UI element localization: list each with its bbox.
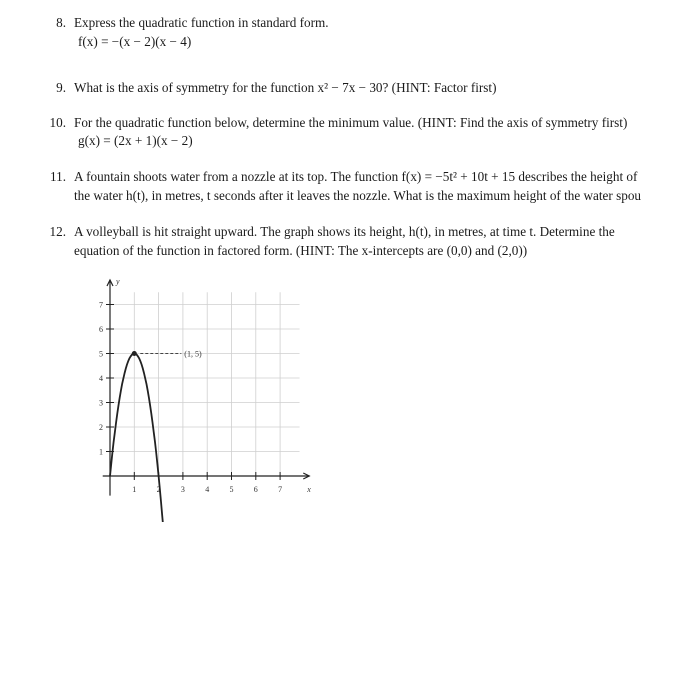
x-tick-label: 6 xyxy=(253,485,258,494)
x-tick-label: 2 xyxy=(156,485,161,494)
question-text: What is the axis of symmetry for the function x² − 7x − 30? (HINT: Factor first) xyxy=(74,80,497,95)
x-tick-label: 1 xyxy=(132,485,137,494)
y-tick-label: 4 xyxy=(99,374,103,383)
vertex-label: (1, 5) xyxy=(184,349,202,359)
question-text: A volleyball is hit straight upward. The graph shows its height, h(t), in metres, at time t. Determine the xyxy=(74,224,615,239)
y-tick-label: 2 xyxy=(99,423,103,432)
question-text-line-2: equation of the function in factored form. (HINT: The x-intercepts are (0,0) and (2,0)) xyxy=(74,243,528,258)
vertex-point xyxy=(132,351,137,356)
question-number: 10. xyxy=(49,115,66,130)
question-text: Express the quadratic function in standard form. xyxy=(74,15,329,30)
question-number: 8. xyxy=(56,15,66,30)
parabola-curve xyxy=(110,354,164,523)
y-tick-label: 1 xyxy=(99,447,103,457)
series xyxy=(110,354,164,523)
question-text: For the quadratic function below, determine the minimum value. (HINT: Find the axis of symmetry first) xyxy=(74,115,628,130)
x-tick-label: 7 xyxy=(278,485,283,494)
x-tick-label: 3 xyxy=(180,485,185,494)
question-text-line-2: the water h(t), in metres, t seconds after it leaves the nozzle. What is the maximum height of the water spou xyxy=(74,188,642,203)
question-text: A fountain shoots water from a nozzle at its top. The function f(x) = −5t² + 10t + 15 describes the height of xyxy=(74,169,638,184)
x-tick-label: 4 xyxy=(205,485,210,494)
question-number: 11. xyxy=(50,169,66,184)
question-number: 9. xyxy=(56,80,66,95)
y-tick-label: 5 xyxy=(99,349,103,359)
volleyball-height-graph xyxy=(80,262,330,522)
question-equation: f(x) = −(x − 2)(x − 4) xyxy=(78,34,192,49)
y-axis-label: y xyxy=(116,277,120,286)
question-number: 12. xyxy=(49,224,66,239)
x-tick-label: 5 xyxy=(229,485,234,494)
question-equation: g(x) = (2x + 1)(x − 2) xyxy=(78,133,193,148)
y-tick-label: 6 xyxy=(99,325,103,334)
ticks xyxy=(99,301,282,495)
annotations xyxy=(132,350,202,359)
grid xyxy=(110,292,300,476)
x-axis-label: x xyxy=(307,485,311,494)
y-tick-label: 7 xyxy=(99,300,103,310)
y-tick-label: 3 xyxy=(99,398,103,408)
